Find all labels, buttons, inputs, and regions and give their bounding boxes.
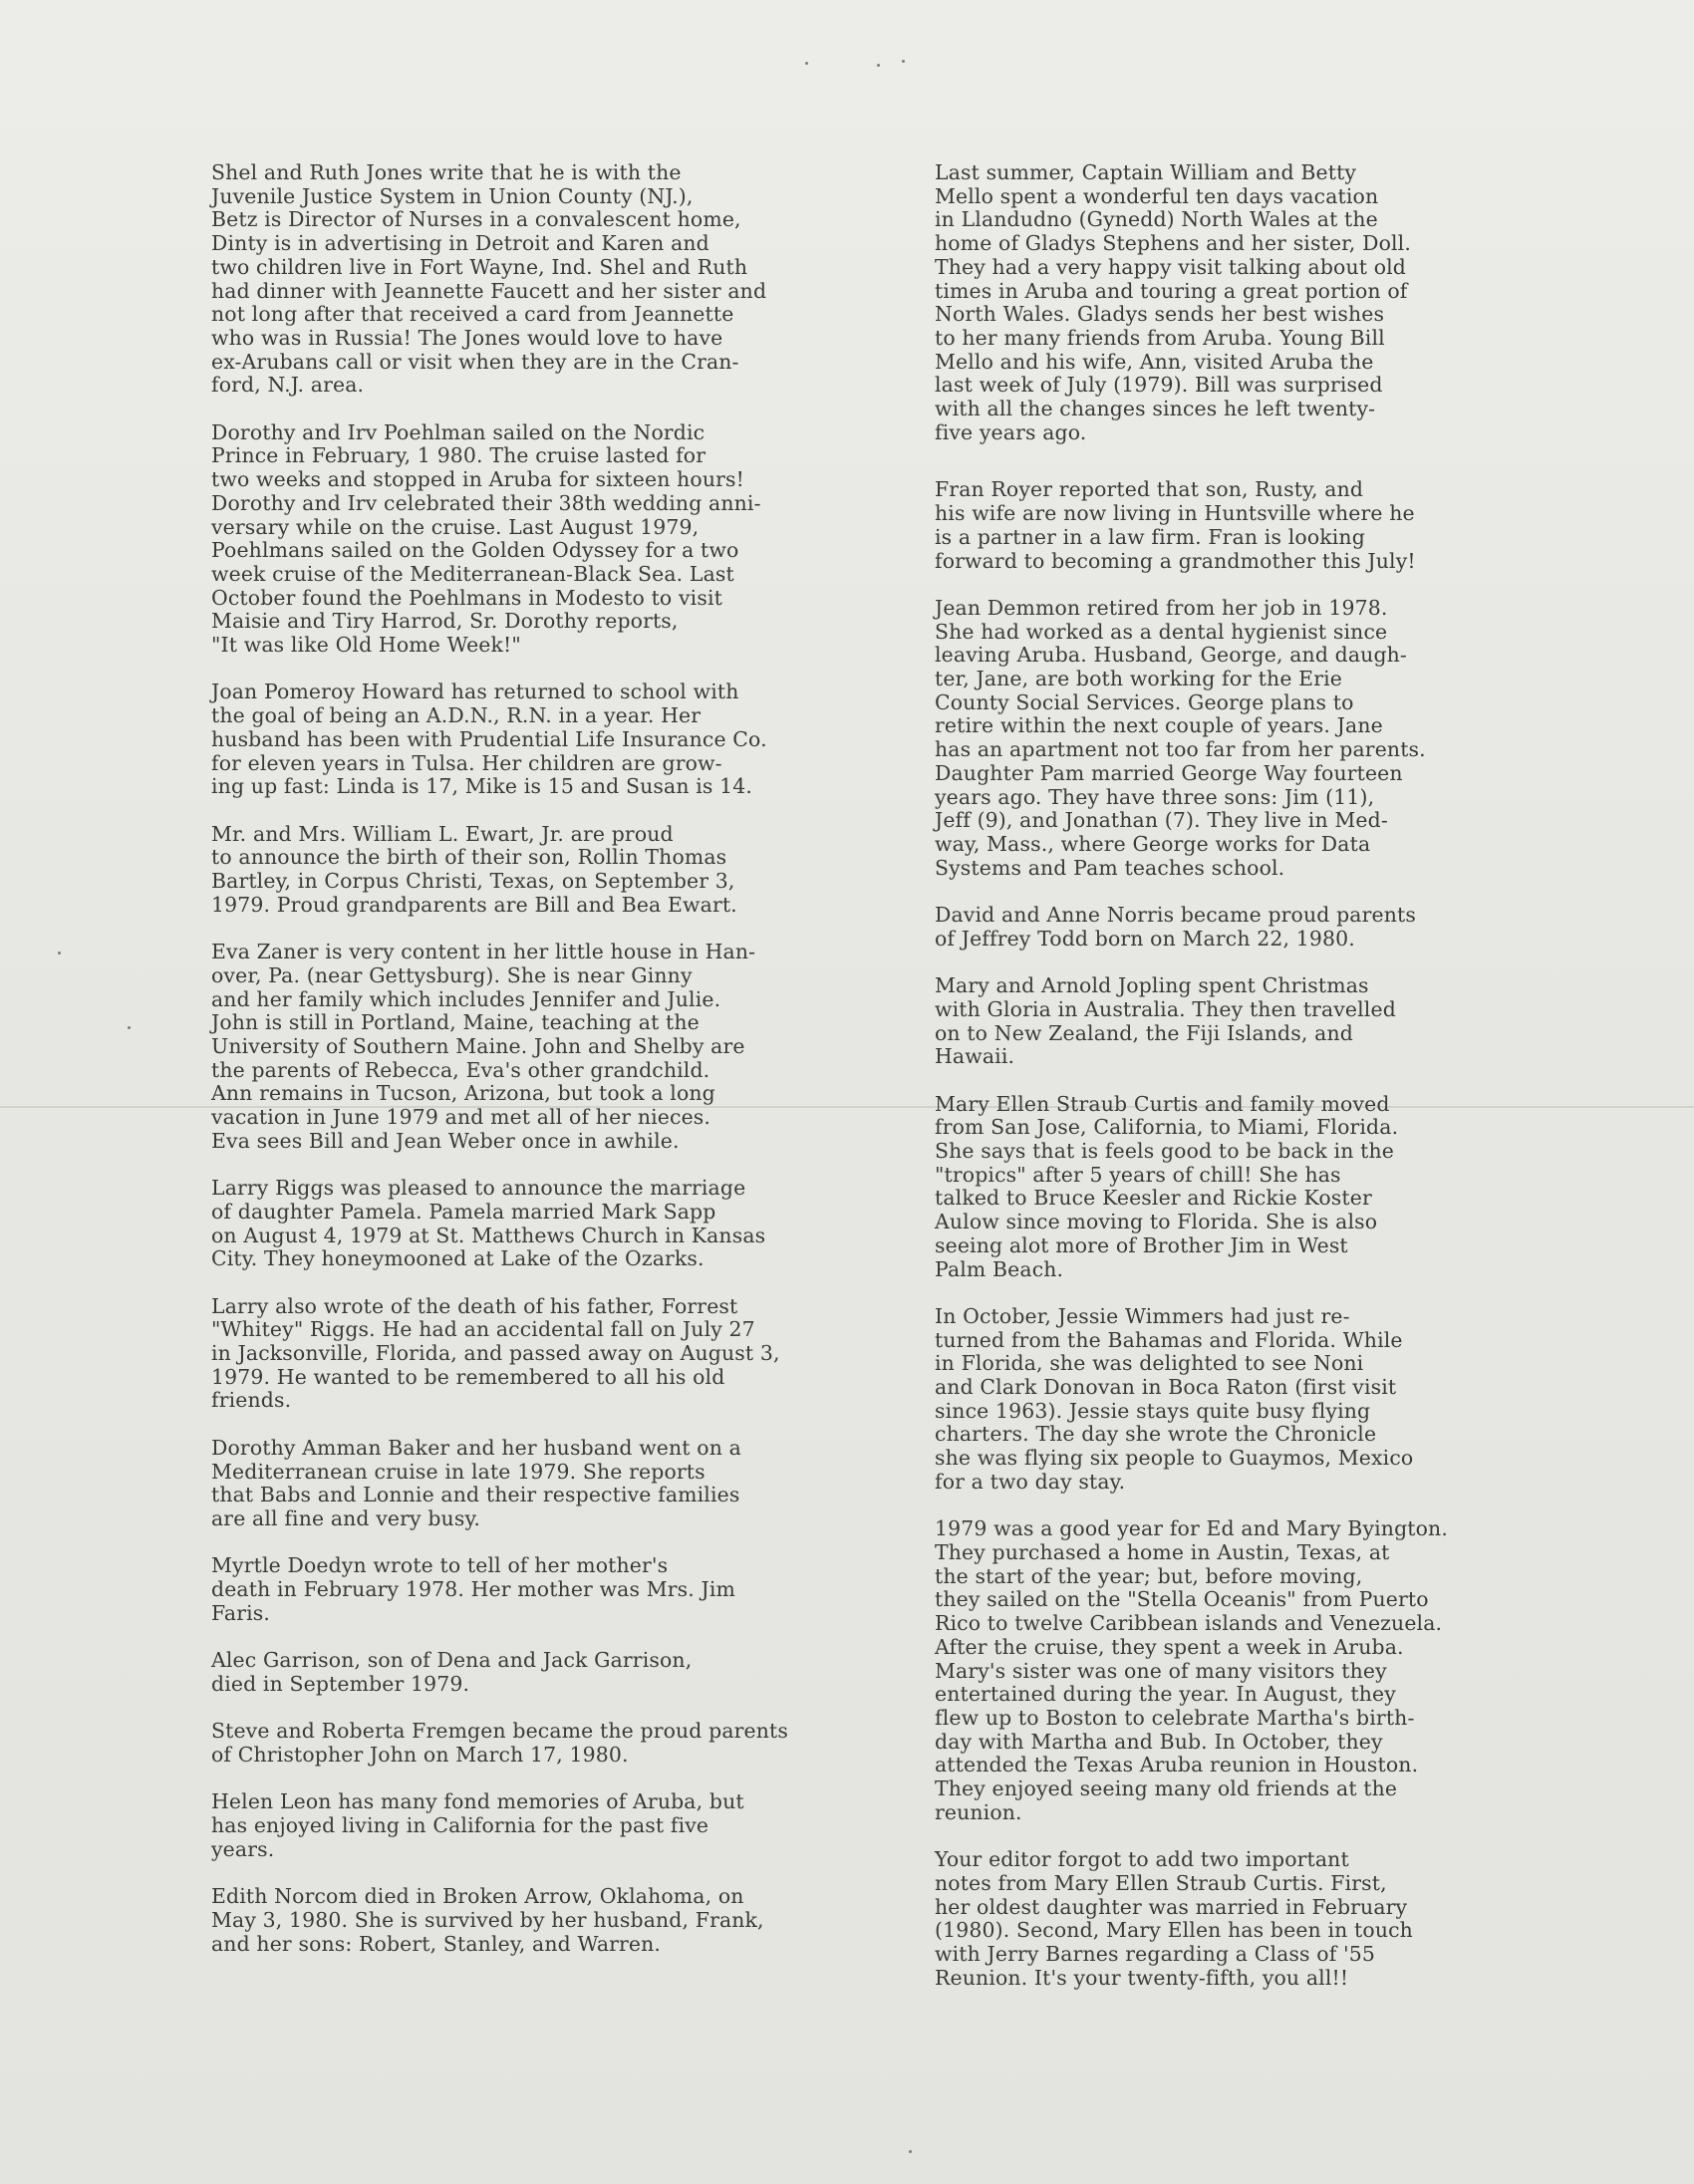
news-item: Myrtle Doedyn wrote to tell of her mother's death in February 1978. Her mother was Mrs. Jim Faris.: [211, 1553, 736, 1625]
news-item: Mr. and Mrs. William L. Ewart, Jr. are proud to announce the birth of their son, Rollin Thomas Bartley, in Corpus Christi, Texas, on September 3, 1979. Proud grandparents are Bill and Bea Ewart.: [211, 821, 737, 917]
right-column: [935, 161, 1535, 2014]
news-item: Joan Pomeroy Howard has returned to school with the goal of being an A.D.N., R.N. in a year. Her husband has been with Prudential Life Insurance Co. for eleven years in Tulsa. Her children are grow- ing up fast: Linda is 17, Mike is 15 and Susan is 14.: [211, 680, 767, 799]
news-item: David and Anne Norris became proud parents of Jeffrey Todd born on March 22, 1980.: [935, 903, 1416, 951]
news-item: In October, Jessie Wimmers had just re- turned from the Bahamas and Florida. While in Florida, she was delighted to see Noni and Clark Donovan in Boca Raton (first visit since 1963). Jessie stays quite busy flying charters. The day she wrote the Chronicle she was flying six people to Guaymos, Mexico for a two day stay.: [935, 1303, 1414, 1494]
news-item: Eva Zaner is very content in her little house in Han- over, Pa. (near Gettysburg). She is near Ginny and her family which includes Jennifer and Julie. John is still in Portland, Maine, teaching at the University of Southern Maine. John and Shelby are the parents of Rebecca, Eva's other grandchild. Ann remains in Tucson, Arizona, but took a long vacation in June 1979 and met all of her nieces. Eva sees Bill and Jean Weber once in awhile.: [211, 940, 756, 1153]
news-item: Your editor forgot to add two important notes from Mary Ellen Straub Curtis. First, her oldest daughter was married in February (1980). Second, Mary Ellen has been in touch with Jerry Barnes regarding a Class of '55 Reunion. It's your twenty-fifth, you all!!: [935, 1847, 1413, 1990]
news-item: Dorothy and Irv Poehlman sailed on the Nordic Prince in February, 1 980. The cruise lasted for two weeks and stopped in Aruba for sixteen hours! Dorothy and Irv celebrated their 38th wedding anni- versary while on the cruise. Last August 1979, Poehlmans sailed on the Golden Odyssey for a two week cruise of the Mediterranean-Black Sea. Last October found the Poehlmans in Modesto to visit Maisie and Tiry Harrod, Sr. Dorothy reports, "It was like Old Home Week!": [211, 419, 761, 658]
news-item: Alec Garrison, son of Dena and Jack Garrison, died in September 1979.: [211, 1648, 693, 1696]
news-item: Larry Riggs was pleased to announce the marriage of daughter Pamela. Pamela married Mark Sapp on August 4, 1979 at St. Matthews Church in Kansas City. They honeymooned at Lake of the Ozarks.: [211, 1176, 766, 1271]
news-item: Dorothy Amman Baker and her husband went on a Mediterranean cruise in late 1979. She reports that Babs and Lonnie and their respective families are all fine and very busy.: [211, 1435, 741, 1530]
news-item: Steve and Roberta Fremgen became the proud parents of Christopher John on March 17, 1980.: [211, 1719, 788, 1767]
news-item: Shel and Ruth Jones write that he is with the Juvenile Justice System in Union County (NJ.), Betz is Director of Nurses in a convalescent home, Dinty is in advertising in Detroit and Karen and two children live in Fort Wayne, Ind. Shel and Ruth had dinner with Jeannette Faucett and her sister and not long after that received a card from Jeannette who was in Russia! The Jones would love to have ex-Arubans call or visit when they are in the Cran- ford, N.J. area.: [211, 160, 767, 398]
news-item: Jean Demmon retired from her job in 1978. She had worked as a dental hygienist since leaving Aruba. Husband, George, and daugh- ter, Jane, are both working for the Erie County Social Services. George plans to retire within the next couple of years. Jane has an apartment not too far from her parents. Daughter Pam married George Way fourteen years ago. They have three sons: Jim (11), Jeff (9), and Jonathan (7). They live in Med- way, Mass., where George works for Data Systems and Pam teaches school.: [935, 595, 1426, 880]
news-item: Fran Royer reported that son, Rusty, and his wife are now living in Huntsville where he is a partner in a law firm. Fran is looking forward to becoming a grandmother this July!: [935, 477, 1416, 573]
news-item: 1979 was a good year for Ed and Mary Byington. They purchased a home in Austin, Texas, at the start of the year; but, before moving, they sailed on the "Stella Oceanis" from Puerto Rico to twelve Caribbean islands and Venezuela. After the cruise, they spent a week in Aruba. Mary's sister was one of many visitors they entertained during the year. In August, they flew up to Boston to celebrate Martha's birth- day with Martha and Bub. In October, they attended the Texas Aruba reunion in Houston. They enjoyed seeing many old friends at the reunion.: [935, 1516, 1448, 1824]
left-column: [211, 161, 909, 1980]
news-item: Larry also wrote of the death of his father, Forrest "Whitey" Riggs. He had an accidental fall on July 27 in Jacksonville, Florida, and passed away on August 3, 1979. He wanted to be remembered to all his old friends.: [211, 1293, 780, 1413]
news-item: Helen Leon has many fond memories of Aruba, but has enjoyed living in California for the past five years.: [211, 1789, 744, 1861]
news-item: Last summer, Captain William and Betty Mello spent a wonderful ten days vacation in Llandudno (Gynedd) North Wales at the home of Gladys Stephens and her sister, Doll. They had a very happy visit talking about old times in Aruba and touring a great portion of North Wales. Gladys sends her best wishes to her many friends from Aruba. Young Bill Mello and his wife, Ann, visited Aruba the last week of July (1979). Bill was surprised with all the changes sinces he left twenty- five years ago.: [935, 160, 1411, 444]
news-item: Mary and Arnold Jopling spent Christmas with Gloria in Australia. They then travelled on to New Zealand, the Fiji Islands, and Hawaii.: [935, 973, 1396, 1069]
news-item: Edith Norcom died in Broken Arrow, Oklahoma, on May 3, 1980. She is survived by her husband, Frank, and her sons: Robert, Stanley, and Warren.: [211, 1884, 764, 1956]
news-item: Mary Ellen Straub Curtis and family moved from San Jose, California, to Miami, Florida. She says that is feels good to be back in the "tropics" after 5 years of chill! She has talked to Bruce Keesler and Rickie Koster Aulow since moving to Florida. She is also seeing alot more of Brother Jim in West Palm Beach.: [935, 1091, 1399, 1281]
